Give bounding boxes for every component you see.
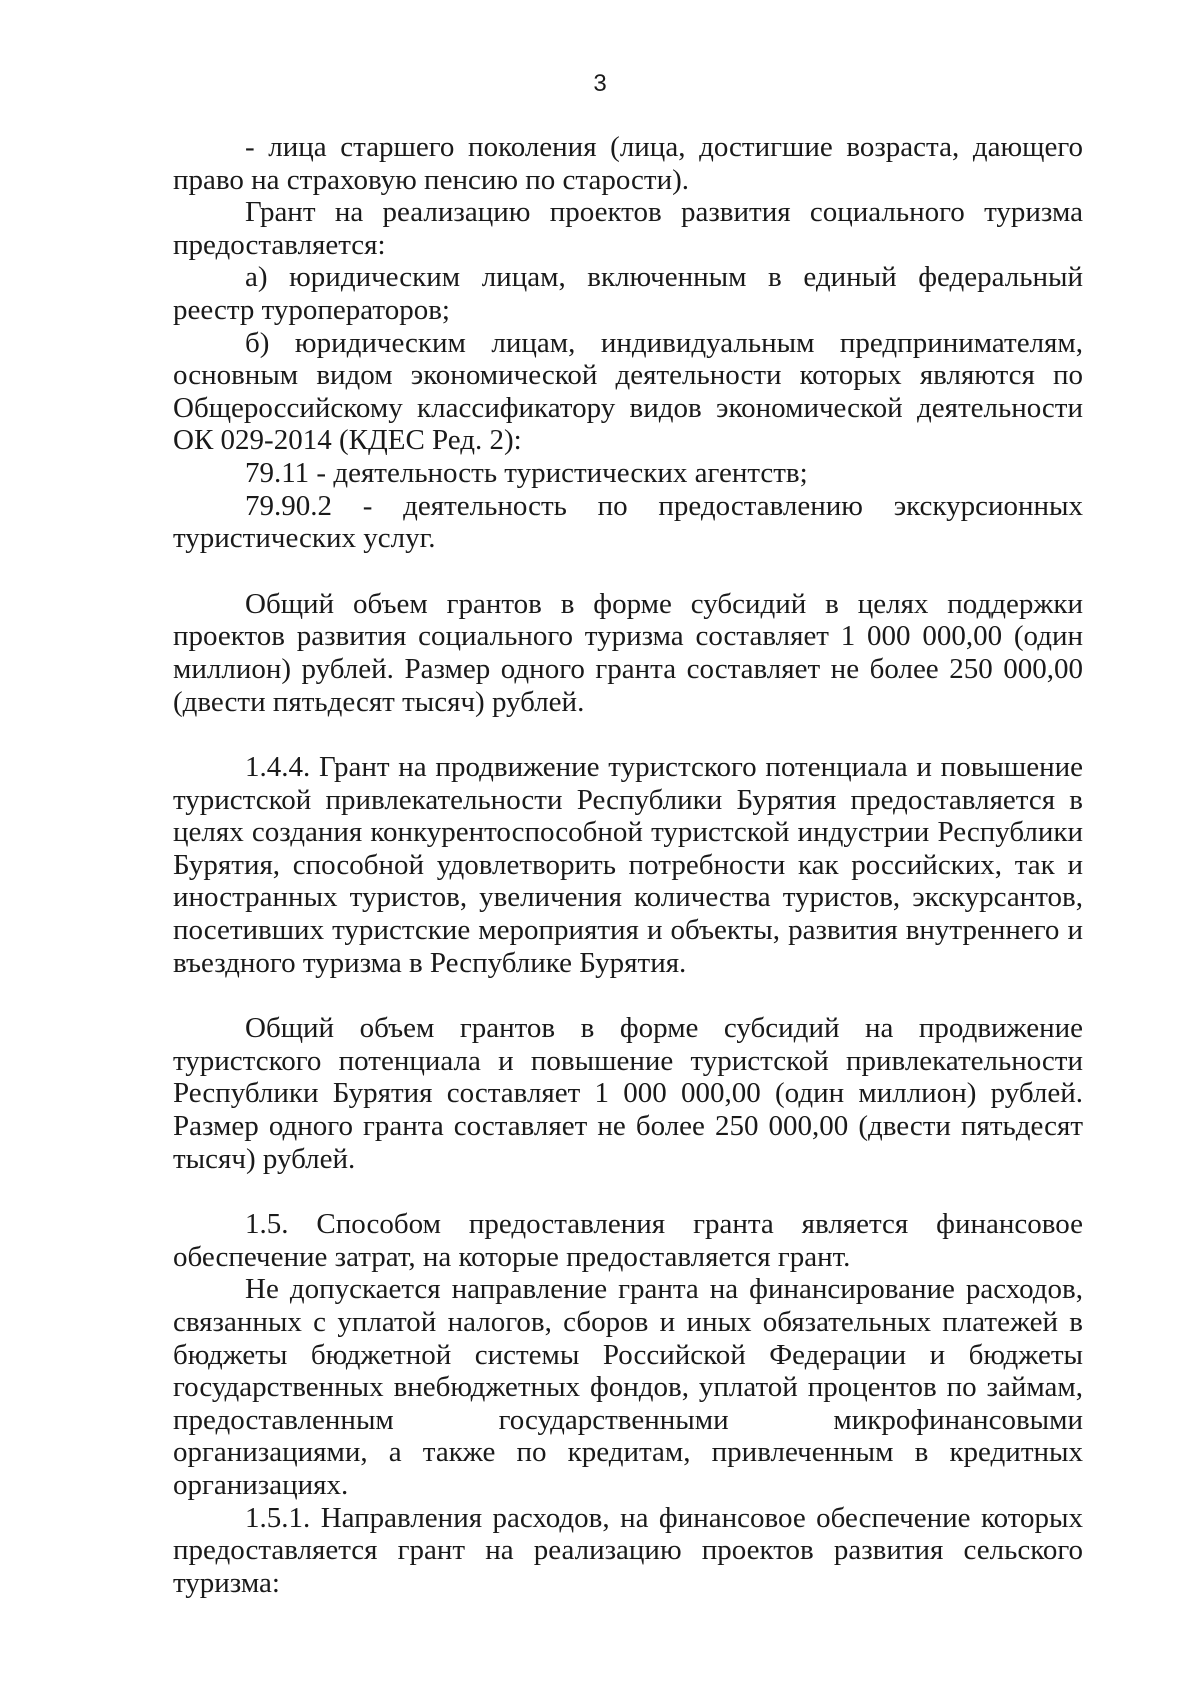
paragraph: Общий объем грантов в форме субсидий в целях поддержки проектов развития социального туризма составляет 1 000 000,00 (один миллион) рублей. Размер одного гранта составляет не более 250 000,00 (двести пятьдесят тысяч) рублей. <box>173 587 1083 718</box>
paragraph: Общий объем грантов в форме субсидий на продвижение туристского потенциала и повышение туристской привлекательности Республики Бурятия составляет 1 000 000,00 (один миллион) рублей. Размер одного гранта составляет не более 250 000,00 (двести пятьдесят тысяч) рублей. <box>173 1012 1083 1175</box>
paragraph: б) юридическим лицам, индивидуальным предпринимателям, основным видом экономической деятельности которых являются по Общероссийскому классификатору видов экономической деятельности ОК 029-2014 (КДЕС Ред. 2): <box>173 326 1083 457</box>
paragraph-spacer <box>173 1175 1083 1208</box>
paragraph: Не допускается направление гранта на финансирование расходов, связанных с уплатой налогов, сборов и иных обязательных платежей в бюджеты бюджетной системы Российской Федерации и бюджеты государственных внебюджетных фондов, уплатой процентов по займам, предоставленным государственными микрофинансовыми организациями, а также по кредитам, привлеченным в кредитных организациях. <box>173 1273 1083 1501</box>
paragraph: 1.5.1. Направления расходов, на финансовое обеспечение которых предоставляется грант на реализацию проектов развития сельского туризма: <box>173 1501 1083 1599</box>
paragraph: - лица старшего поколения (лица, достигшие возраста, дающего право на страховую пенсию по старости). <box>173 131 1083 196</box>
document-body <box>173 131 1083 1599</box>
paragraph: а) юридическим лицам, включенным в единый федеральный реестр туроператоров; <box>173 261 1083 326</box>
paragraph: 1.4.4. Грант на продвижение туристского потенциала и повышение туристской привлекательности Республики Бурятия предоставляется в целях создания конкурентоспособной туристской индустрии Республики Бурятия, способной удовлетворить потребности как российских, так и иностранных туристов, увеличения количества туристов, экскурсантов, посетивших туристские мероприятия и объекты, развития внутреннего и въездного туризма в Республике Бурятия. <box>173 751 1083 979</box>
page-number: 3 <box>593 70 607 97</box>
paragraph: 1.5. Способом предоставления гранта является финансовое обеспечение затрат, на которые предоставляется грант. <box>173 1208 1083 1273</box>
paragraph: Грант на реализацию проектов развития социального туризма предоставляется: <box>173 196 1083 261</box>
paragraph-spacer <box>173 718 1083 751</box>
paragraph-spacer <box>173 979 1083 1012</box>
paragraph-spacer <box>173 555 1083 588</box>
paragraph: 79.11 - деятельность туристических агентств; <box>245 456 808 489</box>
paragraph: 79.90.2 - деятельность по предоставлению экскурсионных туристических услуг. <box>173 489 1083 555</box>
